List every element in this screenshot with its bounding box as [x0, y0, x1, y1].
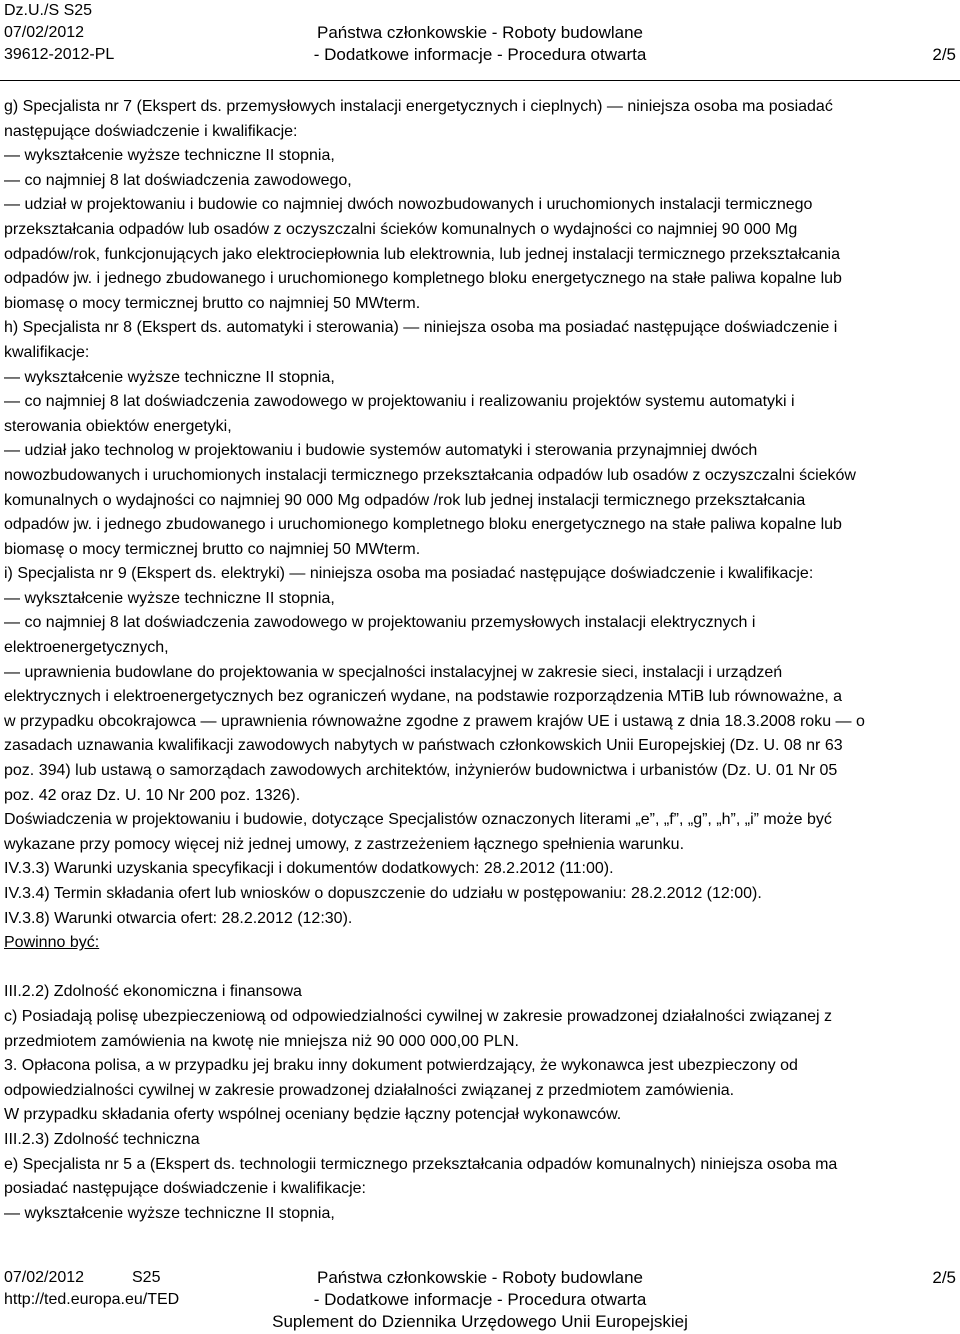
text-line: elektrycznych i elektroenergetycznych bez ograniczeń wydane, na podstawie rozporządzenia MTiB lub równoważne, a [4, 688, 843, 706]
text-line: IV.3.8) Warunki otwarcia ofert: 28.2.2012 (12:30). [4, 909, 353, 927]
text-line: 3. Opłacona polisa, a w przypadku jej braku inny dokument potwierdzający, że wykonawca jest ubezpieczony od [4, 1057, 798, 1075]
text-line: — udział w projektowaniu i budowie co najmniej dwóch nowozbudowanych i uruchomionych instalacji termicznego [4, 196, 813, 214]
page-footer [4, 1267, 956, 1333]
text-line: odpowiedzialności cywilnej w zakresie prowadzonej działalności związanej z przedmiotem zamówienia. [4, 1081, 735, 1099]
header-subtitle: - Dodatkowe informacje - Procedura otwarta [313, 45, 647, 64]
text-line: poz. 42 oraz Dz. U. 10 Nr 200 poz. 1326). [4, 786, 301, 804]
footer-page-number: 2/5 [932, 1268, 956, 1287]
text-line: c) Posiadają polisę ubezpieczeniową od odpowiedzialności cywilnej w zakresie prowadzonej działalności związanej z [4, 1007, 832, 1025]
text-line: IV.3.3) Warunki uzyskania specyfikacji i dokumentów dodatkowych: 28.2.2012 (11:00). [4, 860, 614, 878]
header-date: 07/02/2012 [4, 24, 85, 41]
footer-date: 07/02/2012 [4, 1269, 85, 1286]
text-line: wykazane przy pomocy więcej niż jednej umowy, z zastrzeżeniem łącznego spełnienia warunku. [4, 835, 685, 853]
text-line: poz. 394) lub ustawą o samorządach zawodowych architektów, inżynierów budownictwa i urbanistów (Dz. U. 01 Nr 05 [4, 762, 838, 780]
text-line: w przypadku obcokrajowca — uprawnienia równoważne zgodne z prawem krajów UE i ustawą z dnia 18.3.2008 roku — o [4, 712, 865, 730]
text-line: nowozbudowanych i uruchomionych instalacji termicznego przekształcania odpadów lub osadów z oczyszczalni ścieków [4, 466, 856, 484]
footer-supplement: Suplement do Dziennika Urzędowego Unii Europejskiej [272, 1312, 688, 1331]
spacer [4, 956, 952, 981]
text-line: odpadów jw. i jednego zbudowanego i uruchomionego kompletnego bloku energetycznego na stałe paliwa kopalne lub [4, 270, 842, 288]
text-line: III.2.3) Zdolność techniczna [4, 1130, 200, 1148]
text-line: — wykształcenie wyższe techniczne II stopnia, [4, 368, 335, 386]
footer-title: Państwa członkowskie - Roboty budowlane [316, 1268, 643, 1287]
header-title: Państwa członkowskie - Roboty budowlane [316, 23, 643, 42]
text-line: III.2.2) Zdolność ekonomiczna i finansowa [4, 983, 302, 1001]
text-line: odpadów jw. i jednego zbudowanego i uruchomionego kompletnego bloku energetycznego na stałe paliwa kopalne lub [4, 516, 842, 534]
text-line: zasadach uznawania kwalifikacji zawodowych nabytych w państwach członkowskich Unii Europejskiej (Dz. U. 08 nr 63 [4, 737, 843, 755]
footer-url-link[interactable]: http://ted.europa.eu/TED [4, 1291, 180, 1308]
text-line: następujące doświadczenie i kwalifikacje: [4, 122, 298, 140]
footer-subtitle: - Dodatkowe informacje - Procedura otwarta [313, 1290, 647, 1309]
section-heading: Powinno być: [4, 934, 100, 952]
text-line: IV.3.4) Termin składania ofert lub wniosków o dopuszczenie do udziału w postępowaniu: 28.2.2012 (12:00). [4, 885, 762, 902]
text-line: odpadów/rok, funkcjonujących jako elektrociepłownia lub elektrownia, lub jednej instalacji termicznego przekształcania [4, 245, 841, 263]
document-body [4, 95, 952, 1226]
text-line: kwalifikacje: [4, 343, 90, 361]
text-line: g) Specjalista nr 7 (Ekspert ds. przemysłowych instalacji energetycznych i cieplnych) — niniejsza osoba ma posiadać [4, 98, 833, 115]
body-section-should-be [4, 980, 952, 1226]
text-line: — wykształcenie wyższe techniczne II stopnia, [4, 147, 335, 165]
header-notice-number: 39612-2012-PL [4, 46, 115, 63]
text-line: Doświadczenia w projektowaniu i budowie, dotyczące Specjalistów oznaczonych literami „e”, „f”, „g”, „h”, „i” może być [4, 811, 832, 829]
text-line: — co najmniej 8 lat doświadczenia zawodowego w projektowaniu przemysłowych instalacji elektrycznych i [4, 614, 756, 632]
text-line: — wykształcenie wyższe techniczne II stopnia, [4, 589, 335, 607]
text-line: komunalnych o wydajności co najmniej 90 000 Mg odpadów /rok lub jednej instalacji termicznego przekształcania [4, 491, 806, 509]
text-line: — uprawnienia budowlane do projektowania w specjalności instalacyjnej w zakresie sieci, instalacji i urządzeń [4, 663, 783, 681]
header-divider [0, 80, 960, 81]
text-line: e) Specjalista nr 5 a (Ekspert ds. technologii termicznego przekształcania odpadów komunalnych) niniejsza osoba ma [4, 1155, 838, 1173]
text-line: — co najmniej 8 lat doświadczenia zawodowego w projektowaniu i realizowaniu projektów systemu automatyki i [4, 393, 795, 411]
footer-code: S25 [132, 1269, 161, 1286]
body-section-corrections [4, 95, 952, 931]
text-line: elektroenergetycznych, [4, 639, 169, 657]
text-line: W przypadku składania oferty wspólnej oceniany będzie łączny potencjał wykonawców. [4, 1106, 622, 1124]
text-line: posiadać następujące doświadczenie i kwalifikacje: [4, 1180, 366, 1198]
text-line: przekształcania odpadów lub osadów z oczyszczalni ścieków komunalnych o wydajności co najmniej 90 000 Mg [4, 220, 798, 238]
page-header [4, 0, 956, 66]
text-line: przedmiotem zamówienia na kwotę nie mniejsza niż 90 000 000,00 PLN. [4, 1032, 519, 1050]
header-journal-ref: Dz.U./S S25 [4, 2, 93, 19]
text-line: — udział jako technolog w projektowaniu i budowie systemów automatyki i sterowania przynajmniej dwóch [4, 442, 758, 460]
text-line: biomasę o mocy termicznej brutto co najmniej 50 MWterm. [4, 294, 421, 312]
text-line: biomasę o mocy termicznej brutto co najmniej 50 MWterm. [4, 540, 421, 558]
header-page-number: 2/5 [932, 45, 956, 64]
text-line: i) Specjalista nr 9 (Ekspert ds. elektryki) — niniejsza osoba ma posiadać następujące doświadczenie i kwalifikacje: [4, 565, 814, 583]
text-line: — wykształcenie wyższe techniczne II stopnia, [4, 1204, 335, 1222]
text-line: — co najmniej 8 lat doświadczenia zawodowego, [4, 171, 352, 189]
text-line: sterowania obiektów energetyki, [4, 417, 232, 435]
text-line: h) Specjalista nr 8 (Ekspert ds. automatyki i sterowania) — niniejsza osoba ma posiadać następujące doświadczenie i [4, 319, 838, 337]
